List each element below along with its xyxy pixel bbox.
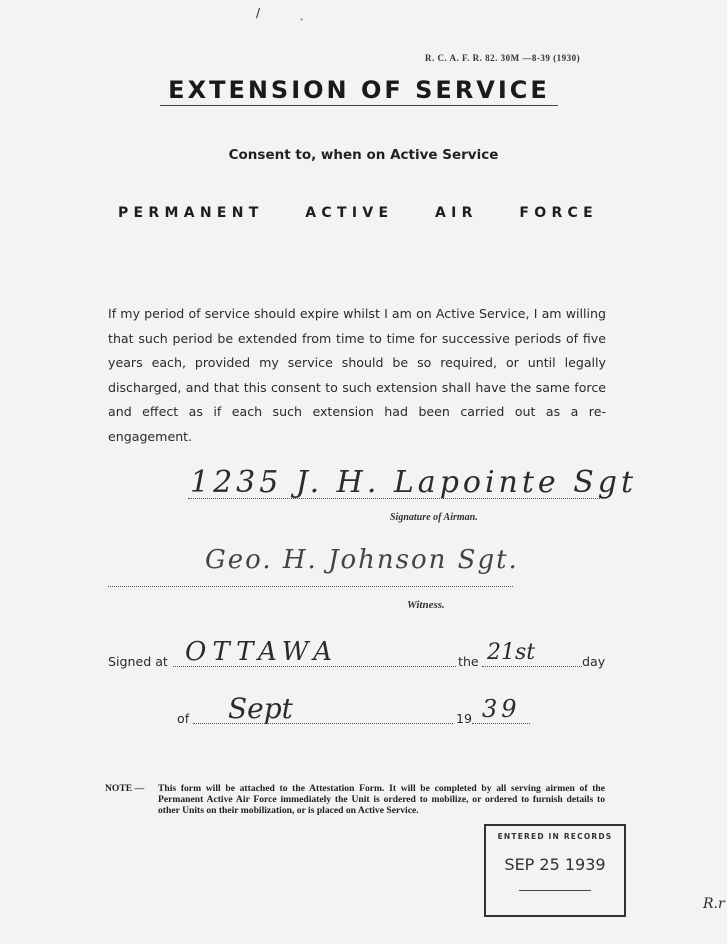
form-code: R. C. A. F. R. 82. 30M —8-39 (1930) — [425, 53, 581, 63]
stamp-date: SEP 25 1939 — [504, 855, 606, 874]
signed-at-label: Signed at — [108, 654, 168, 669]
force-word: FORCE — [519, 205, 598, 221]
note — [105, 783, 605, 816]
note-label: NOTE — — [105, 783, 145, 794]
stamp-heading: ENTERED IN RECORDS — [497, 832, 613, 841]
page-title: EXTENSION OF SERVICE — [160, 76, 558, 106]
witness-signature: Geo. H. Johnson Sgt. — [205, 545, 519, 575]
year-line — [472, 723, 530, 724]
of-label: of — [177, 711, 190, 726]
airman-signature: 1235 J. H. Lapointe Sgt — [190, 465, 638, 500]
records-stamp — [484, 824, 626, 917]
force-word: PERMANENT — [118, 205, 264, 221]
witness-label: Witness. — [407, 599, 445, 611]
year-value: 39 — [482, 695, 521, 723]
year-prefix: 19 — [456, 711, 473, 726]
dot-mark: ° — [300, 18, 303, 25]
stamp-rule — [519, 890, 591, 891]
day-line — [482, 666, 582, 667]
place-value: OTTAWA — [185, 637, 338, 667]
force-word: AIR — [435, 205, 478, 221]
day-label: day — [582, 654, 606, 669]
note-text: This form will be attached to the Attestation Form. It will be completed by all serving airmen of the Permanent Active Air Force immediately the Unit is ordered to mobilize, or ordered to furnish details to other Units on their mobilization, or is placed on Active Service. — [158, 783, 605, 816]
the-label: the — [458, 654, 479, 669]
witness-signature-line — [108, 586, 513, 587]
force-word: ACTIVE — [305, 205, 394, 221]
airman-signature-label: Signature of Airman. — [390, 512, 478, 523]
consent-text: If my period of service should expire whilst I am on Active Service, I am willing that such period be extended from time to time for successive periods of five years each, provided my service should be so required, or until legally discharged, and that this consent to such extension shall have the same force and effect as if each such extension had been carried out as a re-engagement. — [108, 306, 606, 444]
force-name — [118, 205, 598, 221]
margin-note: R.r — [703, 896, 725, 912]
day-value: 21st — [487, 640, 536, 665]
airman-signature-line — [188, 498, 606, 499]
pen-mark: / — [256, 6, 261, 20]
subtitle: Consent to, when on Active Service — [228, 147, 499, 163]
month-value: Sept — [228, 692, 293, 725]
